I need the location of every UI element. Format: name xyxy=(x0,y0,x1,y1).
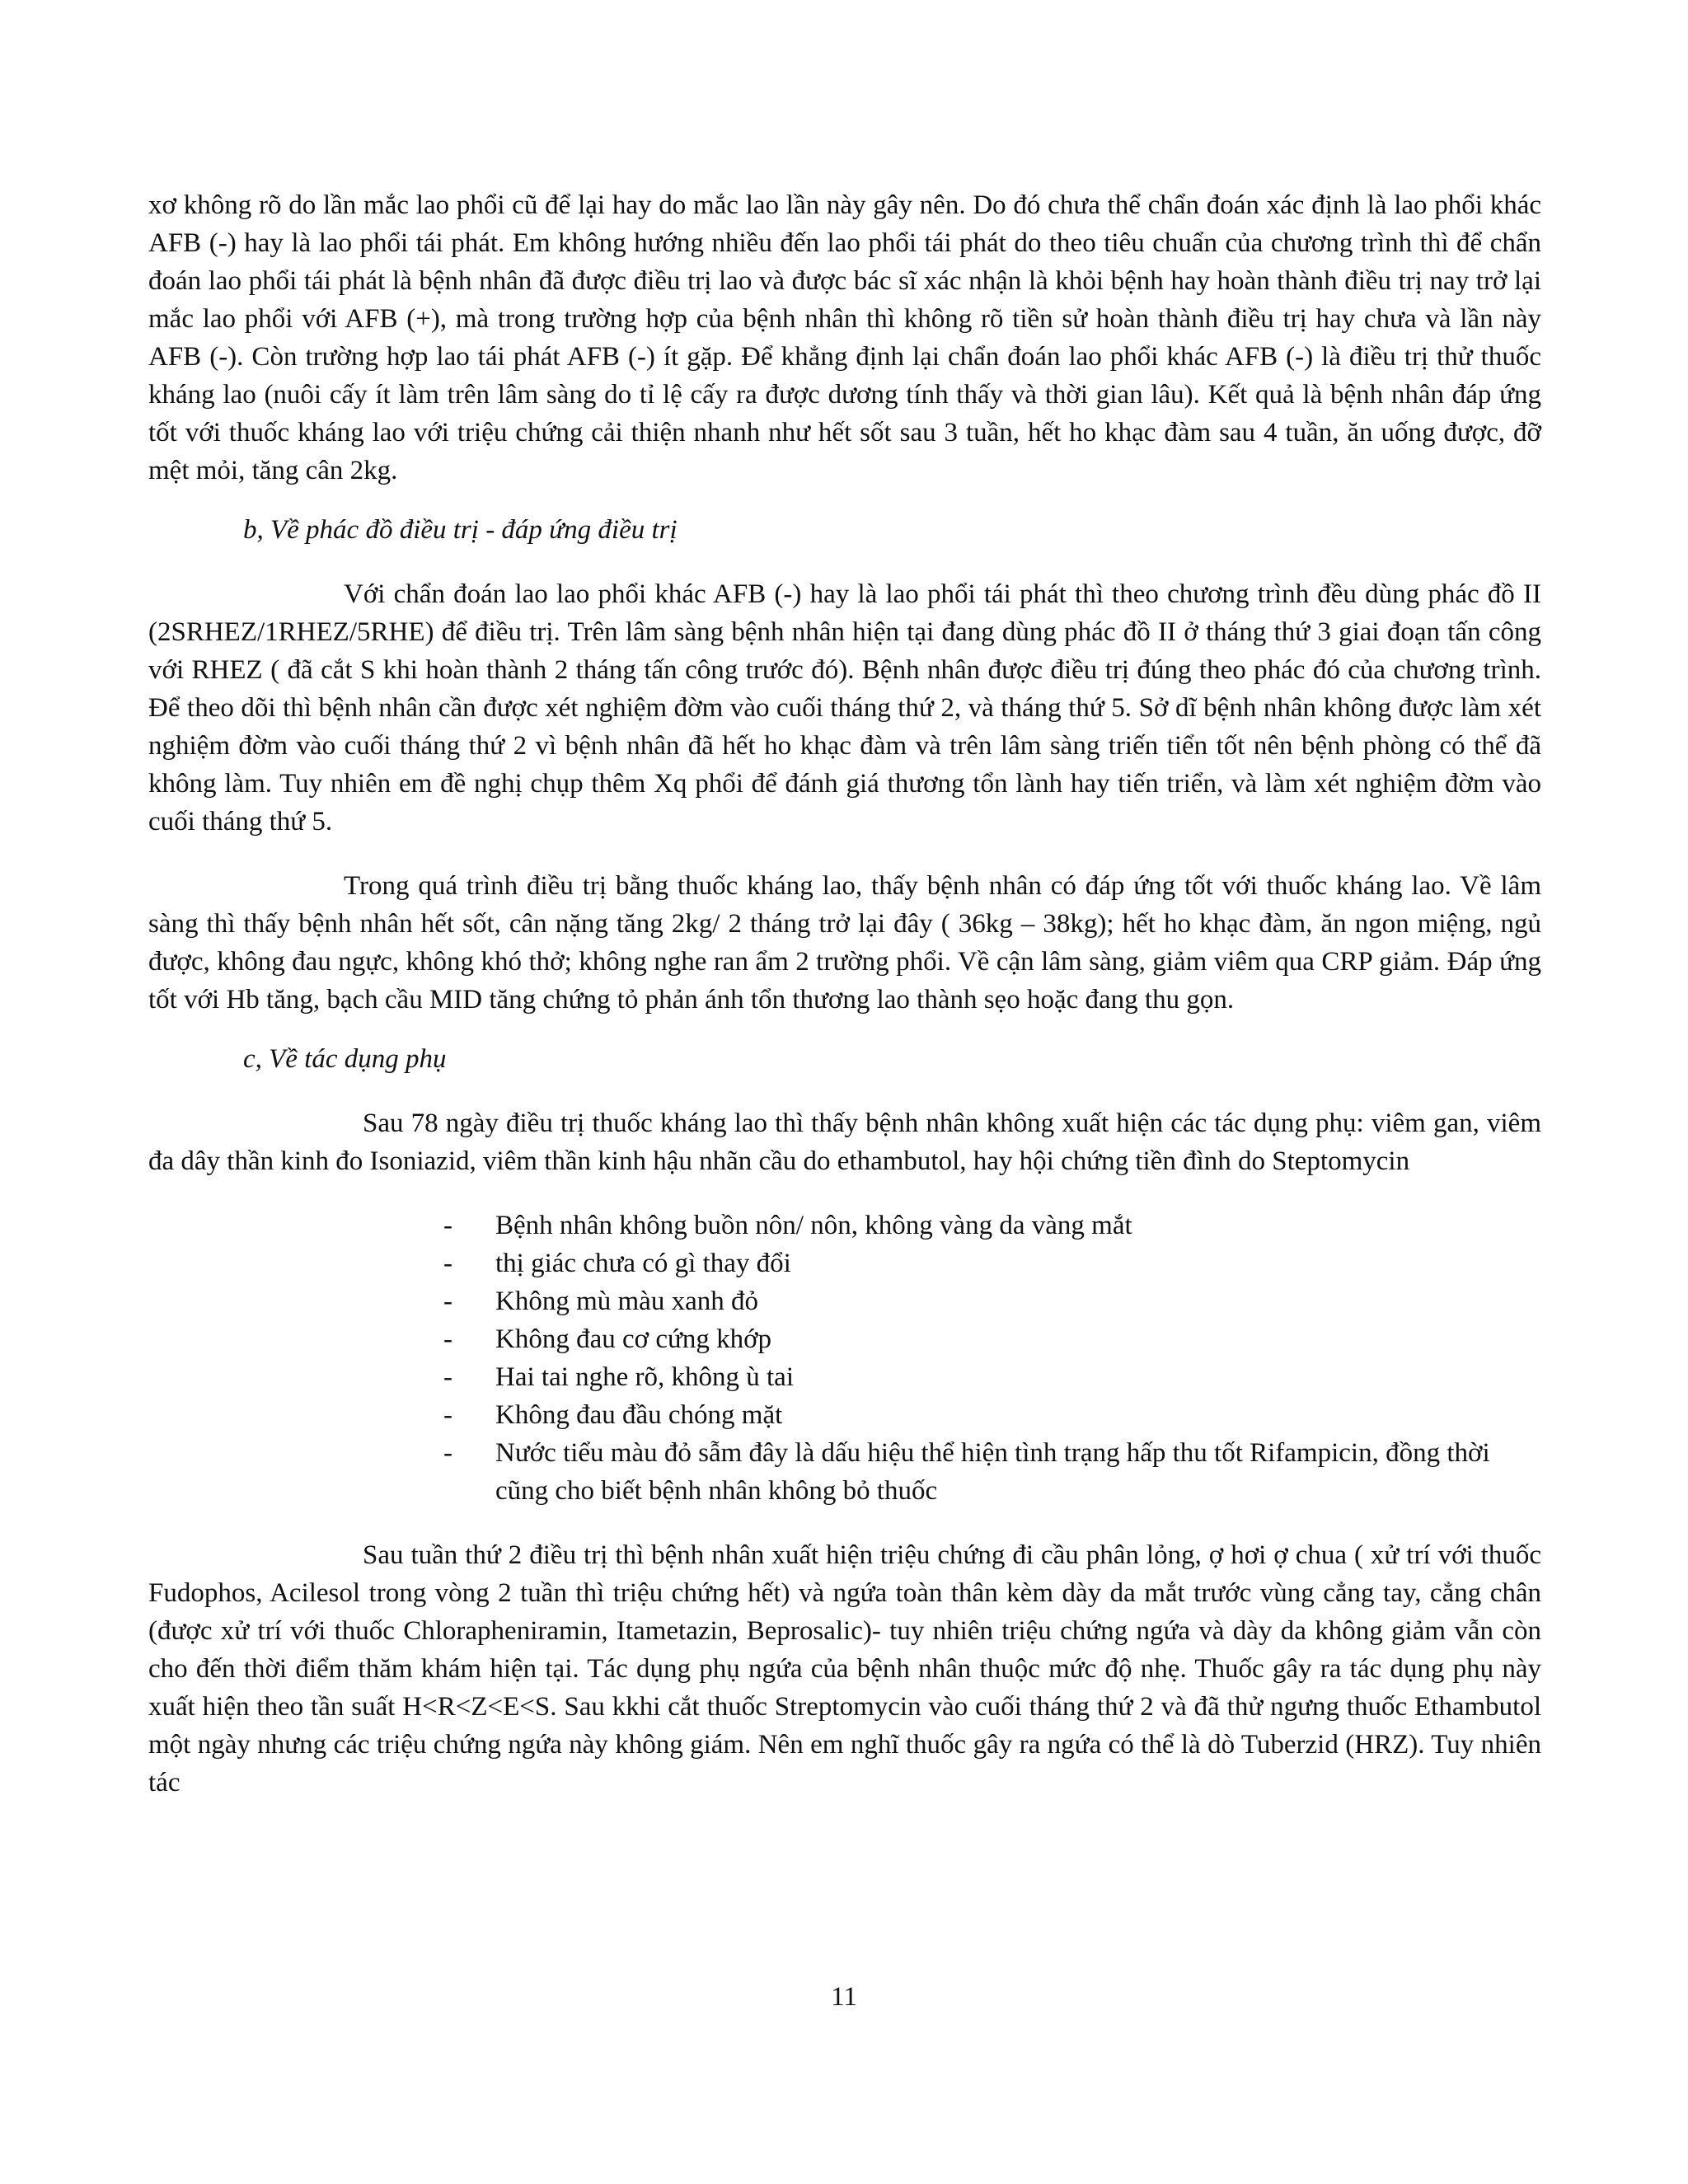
list-item xyxy=(443,1320,1541,1358)
list-dash: - xyxy=(443,1362,452,1392)
document-page xyxy=(148,186,1541,1802)
list-item xyxy=(443,1358,1541,1396)
list-item-text: Bệnh nhân không buồn nôn/ nôn, không vàng da vàng mắt xyxy=(495,1211,1132,1240)
list-dash: - xyxy=(443,1438,452,1468)
list-item xyxy=(443,1244,1541,1282)
spacer xyxy=(148,1019,1541,1040)
section-heading-c: c, Về tác dụng phụ xyxy=(243,1044,447,1074)
list-item xyxy=(443,1434,1541,1510)
list-dash: - xyxy=(443,1249,452,1278)
paragraph-response: Trong quá trình điều trị bằng thuốc kháng lao, thấy bệnh nhân có đáp ứng tốt với thuốc kháng lao. Về lâm sàng thì thấy bệnh nhân hết sốt, cân nặng tăng 2kg/ 2 tháng trở lại đây ( 36kg – 38kg); hết ho khạc đàm, ăn ngon miệng, ngủ được, không đau ngực, không khó thở; không nghe ran ẩm 2 trường phổi. Về cận lâm sàng, giảm viêm qua CRP giảm. Đáp ứng tốt với Hb tăng, bạch cầu MID tăng chứng tỏ phản ánh tổn thương lao thành sẹo hoặc đang thu gọn. xyxy=(148,871,1541,1015)
spacer xyxy=(148,841,1541,867)
section-heading-b: b, Về phác đồ điều trị - đáp ứng điều trị xyxy=(243,515,678,545)
paragraph-adverse-reactions: Sau tuần thứ 2 điều trị thì bệnh nhân xuất hiện triệu chứng đi cầu phân lỏng, ợ hơi ợ chua ( xử trí với thuốc Fudophos, Acilesol trong vòng 2 tuần thì triệu chứng hết) và ngứa toàn thân kèm dày da mắt trước vùng cẳng tay, cẳng chân (được xử trí với thuốc Chlorapheniramin, Itametazin, Beprosalic)- tuy nhiên triệu chứng ngứa và dày da không giảm vẫn còn cho đến thời điểm thăm khám hiện tại. Tác dụng phụ ngứa của bệnh nhân thuộc mức độ nhẹ. Thuốc gây ra tác dụng phụ này xuất hiện theo tần suất H<R<Z<E<S. Sau kkhi cắt thuốc Streptomycin vào cuối tháng thứ 2 và đã thử ngưng thuốc Ethambutol một ngày nhưng các triệu chứng ngứa này không giám. Nên em nghĩ thuốc gây ra ngứa có thể là dò Tuberzid (HRZ). Tuy nhiên tác xyxy=(148,1540,1541,1797)
list-item xyxy=(443,1282,1541,1320)
side-effect-checklist xyxy=(148,1207,1541,1510)
spacer xyxy=(148,1180,1541,1207)
spacer xyxy=(148,549,1541,575)
list-item-text: Không đau cơ cứng khớp xyxy=(495,1324,772,1354)
list-item-text: Nước tiểu màu đỏ sẫm đây là dấu hiệu thể hiện tình trạng hấp thu tốt Rifampicin, đồng thời cũng cho biết bệnh nhân không bỏ thuốc xyxy=(495,1438,1490,1506)
list-item-text: Không mù màu xanh đỏ xyxy=(495,1286,758,1316)
spacer xyxy=(148,1078,1541,1104)
page-number: 11 xyxy=(831,1982,857,2012)
list-item-text: thị giác chưa có gì thay đổi xyxy=(495,1249,791,1278)
paragraph-side-effects: Sau 78 ngày điều trị thuốc kháng lao thì thấy bệnh nhân không xuất hiện các tác dụng phụ: viêm gan, viêm đa dây thần kinh đo Isoniazid, viêm thần kinh hậu nhãn cầu do ethambutol, hay hội chứng tiền đình do Steptomycin xyxy=(148,1108,1541,1176)
paragraph-regimen: Với chẩn đoán lao lao phổi khác AFB (-) hay là lao phổi tái phát thì theo chương trình đều dùng phác đồ II (2SRHEZ/1RHEZ/5RHE) để điều trị. Trên lâm sàng bệnh nhân hiện tại đang dùng phác đồ II ở tháng thứ 3 giai đoạn tấn công với RHEZ ( đã cắt S khi hoàn thành 2 tháng tấn công trước đó). Bệnh nhân được điều trị đúng theo phác đó của chương trình. Để theo dõi thì bệnh nhân cần được xét nghiệm đờm vào cuối tháng thứ 2, và tháng thứ 5. Sở dĩ bệnh nhân không được làm xét nghiệm đờm vào cuối tháng thứ 2 vì bệnh nhân đã hết ho khạc đàm và trên lâm sàng triến tiển tốt nên bệnh phòng có thể đã không làm. Tuy nhiên em đề nghị chụp thêm Xq phổi để đánh giá thương tổn lành hay tiến triển, và làm xét nghiệm đờm vào cuối tháng thứ 5. xyxy=(148,579,1541,837)
paragraph-diagnosis: xơ không rõ do lần mắc lao phổi cũ để lại hay do mắc lao lần này gây nên. Do đó chưa thể chẩn đoán xác định là lao phổi khác AFB (-) hay là lao phổi tái phát. Em không hướng nhiều đến lao phổi tái phát do theo tiêu chuẩn của chương trình thì để chẩn đoán lao phổi tái phát là bệnh nhân đã được điều trị lao và được bác sĩ xác nhận là khỏi bệnh hay hoàn thành điều trị nay trở lại mắc lao phổi với AFB (+), mà trong trường hợp của bệnh nhân thì không rõ tiền sử hoàn thành điều trị hay chưa và lần này AFB (-). Còn trường hợp lao tái phát AFB (-) ít gặp. Để khẳng định lại chẩn đoán lao phổi khác AFB (-) là điều trị thử thuốc kháng lao (nuôi cấy ít làm trên lâm sàng do tỉ lệ cấy ra được dương tính thấy và thời gian lâu). Kết quả là bệnh nhân đáp ứng tốt với thuốc kháng lao với triệu chứng cải thiện nhanh như hết sốt sau 3 tuần, hết ho khạc đàm sau 4 tuần, ăn uống được, đỡ mệt mỏi, tăng cân 2kg. xyxy=(148,190,1541,485)
spacer xyxy=(148,490,1541,511)
spacer xyxy=(148,1510,1541,1536)
list-item xyxy=(443,1207,1541,1244)
list-dash: - xyxy=(443,1211,452,1240)
list-item xyxy=(443,1396,1541,1434)
list-dash: - xyxy=(443,1324,452,1354)
list-item-text: Hai tai nghe rõ, không ù tai xyxy=(495,1362,795,1392)
list-dash: - xyxy=(443,1286,452,1316)
list-dash: - xyxy=(443,1400,452,1430)
list-item-text: Không đau đầu chóng mặt xyxy=(495,1400,783,1430)
